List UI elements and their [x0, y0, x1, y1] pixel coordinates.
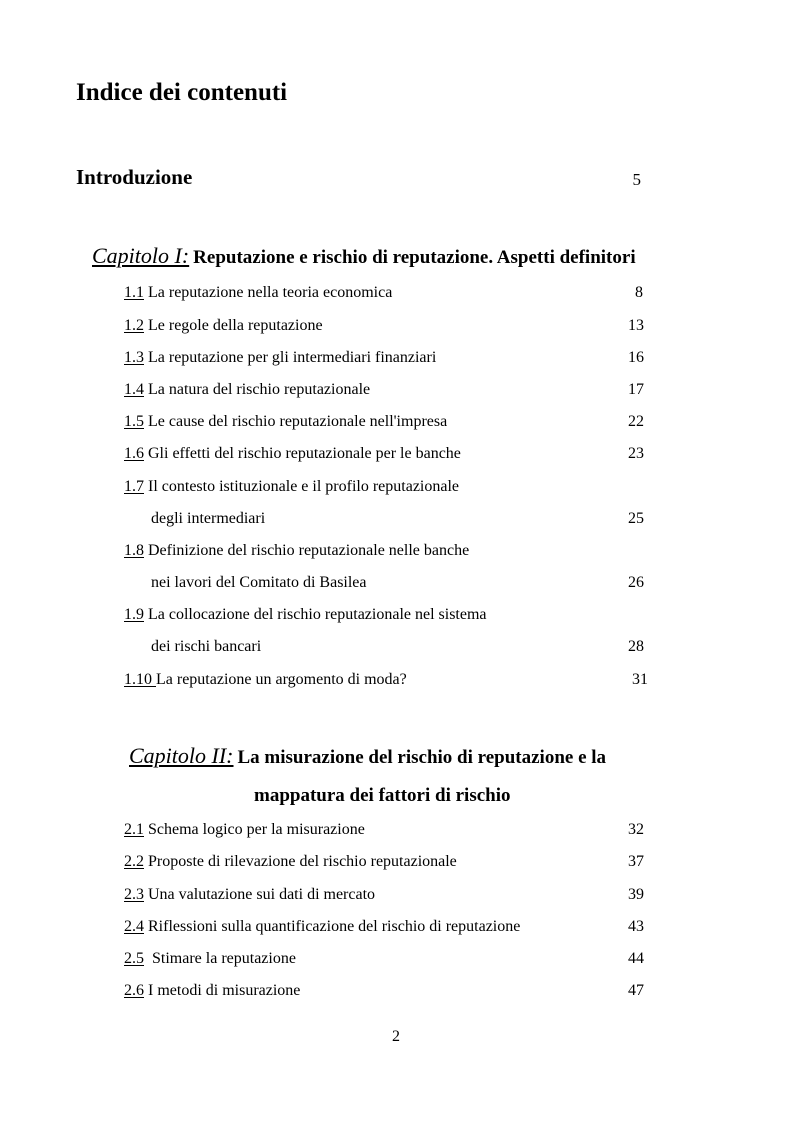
- toc-entry-text: La reputazione nella teoria economica: [148, 284, 393, 301]
- toc-entry-1-10[interactable]: [124, 671, 407, 689]
- toc-entry-page: 28: [628, 638, 644, 655]
- toc-entry-2-1[interactable]: [124, 821, 365, 839]
- toc-entry-text: Le cause del rischio reputazionale nell'impresa: [148, 413, 448, 430]
- toc-entry-1-1[interactable]: [124, 284, 392, 302]
- toc-entry-number: 1.4: [124, 381, 144, 398]
- chapter2-title-line2: mappatura dei fattori di rischio: [254, 785, 511, 806]
- toc-entry-number: 2.1: [124, 821, 144, 838]
- intro-page: 5: [632, 170, 641, 189]
- toc-entry-continuation: nei lavori del Comitato di Basilea: [151, 574, 367, 591]
- chapter1-prefix: Capitolo I:: [92, 243, 190, 268]
- toc-entry-number: 1.9: [124, 606, 144, 623]
- toc-entry-page: 47: [628, 982, 644, 999]
- toc-entry-page: 22: [628, 413, 644, 430]
- toc-entry-text: La reputazione un argomento di moda?: [156, 671, 407, 688]
- toc-entry-2-3[interactable]: [124, 886, 375, 904]
- toc-entry-text: Definizione del rischio reputazionale nelle banche: [148, 542, 470, 559]
- toc-entry-continuation: degli intermediari: [151, 510, 266, 527]
- toc-entry-continuation: dei rischi bancari: [151, 638, 262, 655]
- toc-entry-text: La natura del rischio reputazionale: [148, 381, 371, 398]
- toc-entry-1-8[interactable]: [124, 542, 469, 560]
- toc-entry-text: Schema logico per la misurazione: [148, 821, 365, 838]
- toc-entry-1-7[interactable]: [124, 478, 459, 496]
- toc-entry-2-4[interactable]: [124, 918, 520, 936]
- toc-entry-number: 2.3: [124, 886, 144, 903]
- chapter2-prefix: Capitolo II:: [129, 743, 234, 768]
- page-number: 2: [392, 1028, 400, 1045]
- toc-entry-1-4[interactable]: [124, 381, 370, 399]
- toc-entry-1-3[interactable]: [124, 349, 436, 367]
- toc-entry-page: 37: [628, 853, 644, 870]
- page-title: Indice dei contenuti: [76, 79, 288, 106]
- toc-entry-1-5[interactable]: [124, 413, 447, 431]
- toc-entry-page: 39: [628, 886, 644, 903]
- toc-entry-page: 16: [628, 349, 644, 366]
- toc-entry-2-5[interactable]: [124, 950, 296, 968]
- chapter1-title: Reputazione e rischio di reputazione. Aspetti definitori: [193, 247, 636, 268]
- toc-entry-page: 8: [635, 284, 643, 301]
- toc-entry-text: Riflessioni sulla quantificazione del rischio di reputazione: [148, 918, 521, 935]
- chapter1-heading: [92, 243, 636, 269]
- toc-entry-number: 2.2: [124, 853, 144, 870]
- toc-entry-page: 32: [628, 821, 644, 838]
- toc-entry-page: 13: [628, 317, 644, 334]
- toc-entry-text: La collocazione del rischio reputazionale nel sistema: [148, 606, 487, 623]
- toc-entry-page: 31: [632, 671, 648, 688]
- toc-entry-text: Una valutazione sui dati di mercato: [148, 886, 376, 903]
- chapter2-heading: [129, 743, 606, 769]
- chapter2-title-line1: La misurazione del rischio di reputazione e la: [237, 747, 607, 768]
- toc-entry-page: 23: [628, 445, 644, 462]
- toc-entry-number: 2.4: [124, 918, 144, 935]
- intro-label: Introduzione: [76, 165, 193, 189]
- toc-entry-number: 2.6: [124, 982, 144, 999]
- toc-entry-page: 43: [628, 918, 644, 935]
- toc-entry-page: 25: [628, 510, 644, 527]
- toc-entry-1-9[interactable]: [124, 606, 487, 624]
- toc-entry-page: 26: [628, 574, 644, 591]
- toc-entry-number: 1.5: [124, 413, 144, 430]
- toc-entry-1-2[interactable]: [124, 317, 323, 335]
- toc-entry-1-6[interactable]: [124, 445, 461, 463]
- toc-entry-number: 1.7: [124, 478, 144, 495]
- toc-entry-number: 1.10: [124, 671, 156, 688]
- toc-entry-text: Stimare la reputazione: [148, 950, 296, 967]
- toc-entry-number: 2.5: [124, 950, 144, 967]
- toc-entry-2-6[interactable]: [124, 982, 300, 1000]
- toc-entry-text: Gli effetti del rischio reputazionale per le banche: [148, 445, 461, 462]
- toc-entry-text: Proposte di rilevazione del rischio reputazionale: [148, 853, 457, 870]
- toc-entry-page: 44: [628, 950, 644, 967]
- toc-entry-2-2[interactable]: [124, 853, 457, 871]
- toc-entry-number: 1.8: [124, 542, 144, 559]
- toc-entry-number: 1.3: [124, 349, 144, 366]
- toc-entry-number: 1.6: [124, 445, 144, 462]
- toc-entry-text: I metodi di misurazione: [148, 982, 301, 999]
- toc-entry-page: 17: [628, 381, 644, 398]
- toc-entry-number: 1.2: [124, 317, 144, 334]
- toc-entry-number: 1.1: [124, 284, 144, 301]
- toc-entry-text: Le regole della reputazione: [148, 317, 323, 334]
- toc-entry-text: La reputazione per gli intermediari finanziari: [148, 349, 437, 366]
- toc-entry-text: Il contesto istituzionale e il profilo reputazionale: [148, 478, 460, 495]
